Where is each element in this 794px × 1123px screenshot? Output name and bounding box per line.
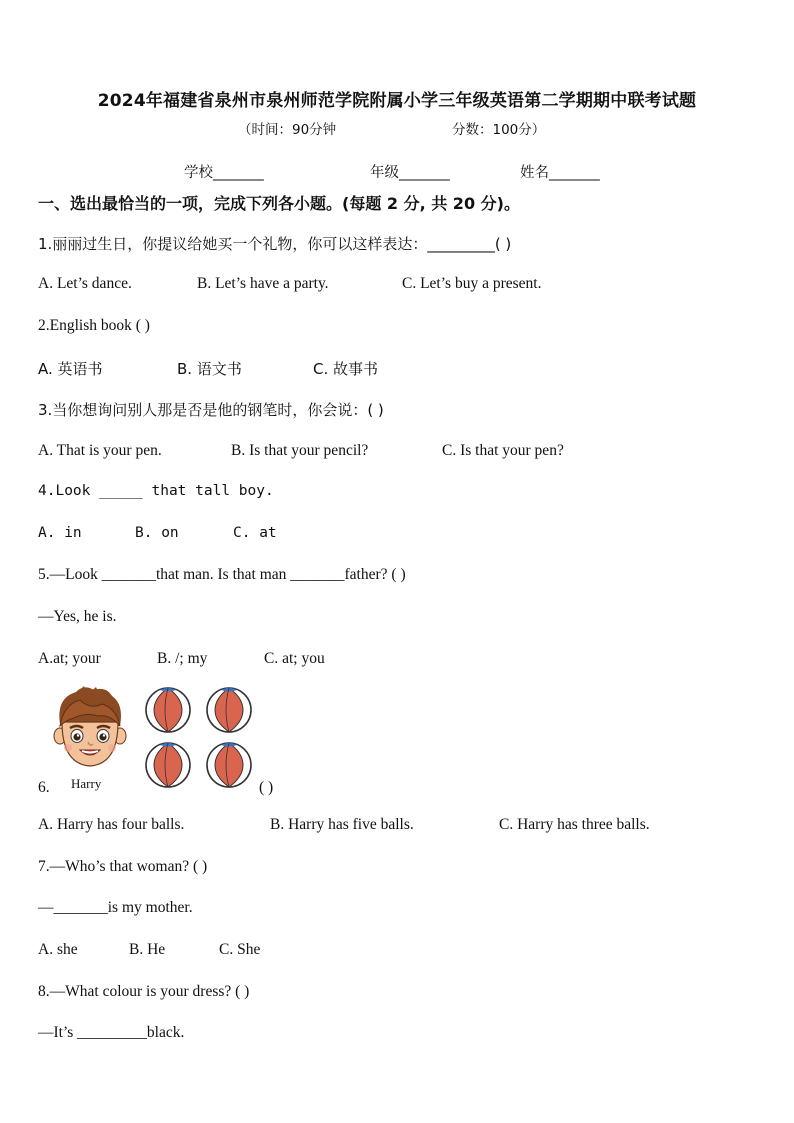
- question-4-stem: 4.Look _____ that tall boy.: [38, 483, 274, 499]
- question-2-stem: 2.English book ( ): [38, 317, 150, 334]
- question-6-option-c: C. Harry has three balls.: [499, 816, 650, 833]
- exam-score: 分数：100分）: [452, 122, 546, 138]
- question-4-option-b: B. on: [135, 525, 179, 541]
- question-1-stem: 1.丽丽过生日，你提议给她买一个礼物，你可以这样表达：_________( ): [38, 235, 512, 253]
- question-8-stem: 8.—What colour is your dress? ( ): [38, 983, 250, 1000]
- beach-ball-icon: [144, 741, 192, 789]
- beach-ball-icon: [205, 686, 253, 734]
- question-8-reply: —It’s _________black.: [38, 1024, 185, 1041]
- question-2-option-a: A. 英语书: [38, 360, 103, 378]
- question-1-option-b: B. Let’s have a party.: [197, 275, 329, 292]
- question-1-option-c: C. Let’s buy a present.: [402, 275, 542, 292]
- question-7-option-c: C. She: [219, 941, 261, 958]
- question-4-option-a: A. in: [38, 525, 82, 541]
- question-6-option-a: A. Harry has four balls.: [38, 816, 185, 833]
- question-2-option-c: C. 故事书: [313, 360, 379, 378]
- harry-label: Harry: [71, 776, 102, 791]
- question-2-option-b: B. 语文书: [177, 360, 242, 378]
- exam-time: （时间：90分钟: [238, 122, 337, 138]
- question-7-option-b: B. He: [129, 941, 166, 958]
- question-3-option-a: A. That is your pen.: [38, 442, 162, 459]
- grade-field: 年级_______: [370, 165, 450, 181]
- question-7-option-a: A. she: [38, 941, 78, 958]
- question-4-option-c: C. at: [233, 525, 277, 541]
- question-7-reply: —_______is my mother.: [38, 899, 193, 916]
- question-3-option-c: C. Is that your pen?: [442, 442, 564, 459]
- section-heading: 一、选出最恰当的一项，完成下列各小题。(每题 2 分, 共 20 分)。: [38, 194, 520, 213]
- question-5-stem: 5.—Look _______that man. Is that man _______father? ( ): [38, 566, 406, 583]
- question-3-stem: 3.当你想询问别人那是否是他的钢笔时，你会说：( ): [38, 401, 384, 419]
- question-6-number: 6.: [38, 779, 50, 796]
- question-7-stem: 7.—Who’s that woman? ( ): [38, 858, 208, 875]
- question-5-option-a: A.at; your: [38, 650, 101, 667]
- question-5-option-c: C. at; you: [264, 650, 325, 667]
- beach-ball-icon: [205, 741, 253, 789]
- name-field: 姓名_______: [520, 165, 600, 181]
- question-5-reply: —Yes, he is.: [38, 608, 117, 625]
- beach-ball-icon: [144, 686, 192, 734]
- question-1-option-a: A. Let’s dance.: [38, 275, 132, 292]
- question-6-option-b: B. Harry has five balls.: [270, 816, 414, 833]
- school-field: 学校_______: [184, 165, 264, 181]
- question-3-option-b: B. Is that your pencil?: [231, 442, 369, 459]
- page-title: 2024年福建省泉州市泉州师范学院附属小学三年级英语第二学期期中联考试题: [97, 91, 697, 111]
- question-6-blank: ( ): [259, 779, 274, 796]
- question-5-option-b: B. /; my: [157, 650, 208, 667]
- harry-illustration: [50, 684, 130, 778]
